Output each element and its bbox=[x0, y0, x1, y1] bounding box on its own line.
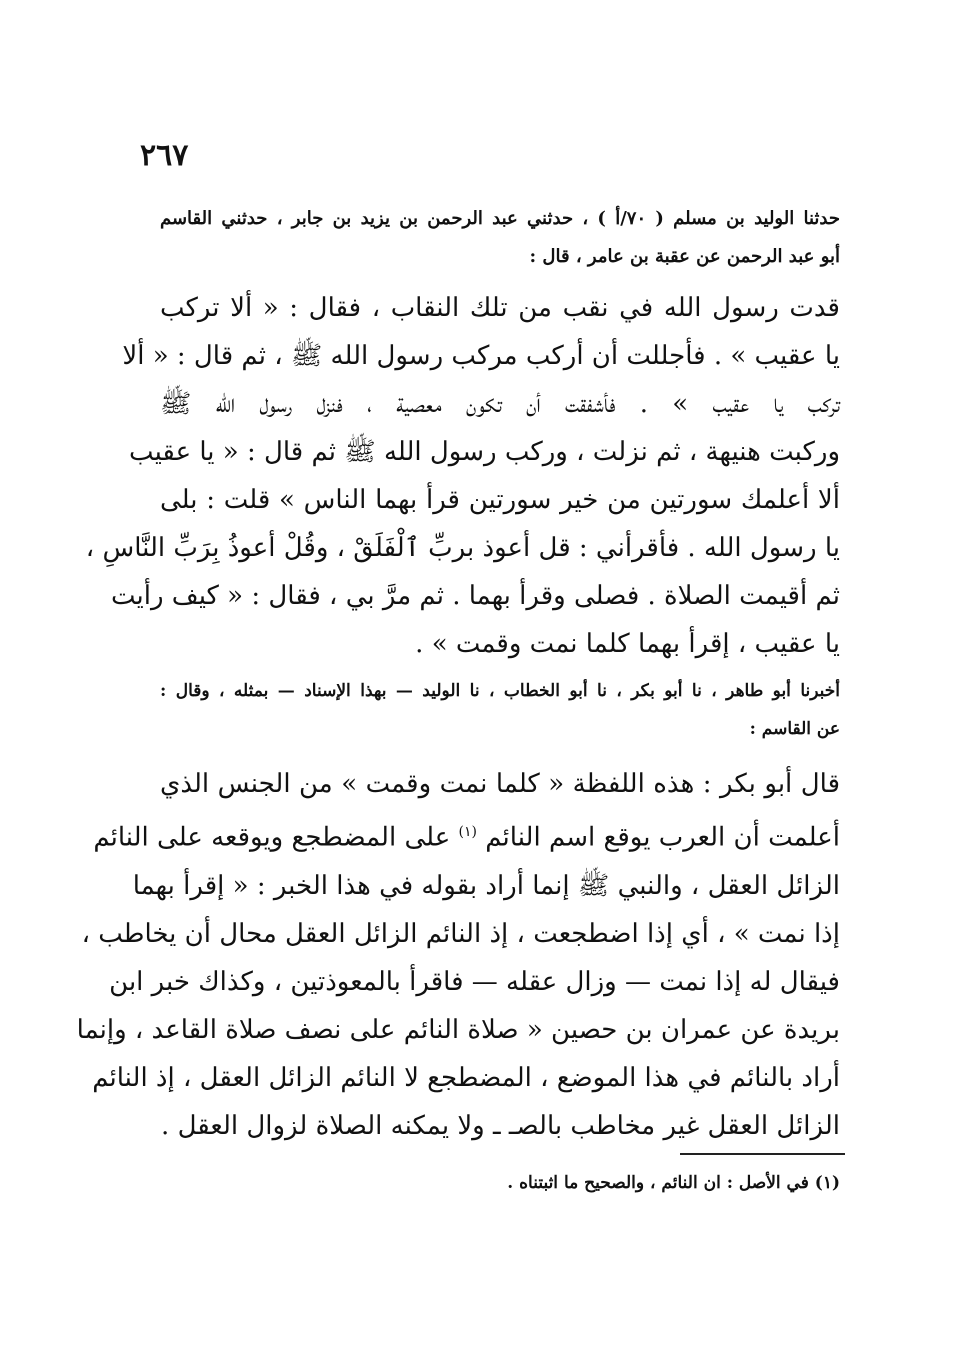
commentary-line: بريدة عن عمران بن حصين « صلاة النائم على نصف صلاة القاعد ، وإنما bbox=[76, 1014, 840, 1045]
hadith-line: يا رسول الله . فأقرأني : قل أعوذ بربِّ ٱلْفَلَقْ ، وقُلْ أعوذُ بِرَبِّ النَّاسِ ، bbox=[85, 533, 840, 563]
commentary-line: قال أبو بكر : هذه اللفظة « كلما نمت وقمت » من الجنس الذي bbox=[160, 769, 840, 799]
commentary-line: إذا نمت » ، أي إذا اضطجعت ، إذ النائم الزائل العقل محال أن يخاطب ، bbox=[81, 918, 840, 949]
commentary-segment: على المضطجع ويوقعه على النائم bbox=[93, 822, 451, 853]
commentary-line: الزائل العقل ، والنبي ﷺ إنما أراد بقوله في هذا الخبر : « إقرأ بهما bbox=[132, 870, 840, 901]
isnad-line: أبو عبد الرحمن عن عقبة بن عامر ، قال : bbox=[529, 246, 840, 267]
hadith-line: ألا أعلمك سورتين من خير سورتين قرأ بهما الناس » قلت : بلى bbox=[160, 485, 840, 515]
commentary-line: فيقال له إذا نمت — وزال عقله — فاقرأ بالمعوذتين ، وكذاك خبر ابن bbox=[109, 966, 840, 997]
commentary-line: الزائل العقل غير مخاطب بالصـ ـ ولا يمكنه الصلاة لزوال العقل . bbox=[161, 1110, 840, 1141]
footnote: (١) في الأصل : ان النائم ، والصحيح ما اثبتناه . bbox=[507, 1173, 840, 1193]
hadith-line: وركبت هنيهة ، ثم نزلت ، وركب رسول الله ﷺ ثم قال : « يا عقيب bbox=[129, 437, 840, 467]
commentary-text bbox=[76, 760, 840, 1150]
page-number: ٢٦٧ bbox=[140, 138, 189, 173]
footnote-separator bbox=[680, 1153, 845, 1155]
footnote-marker: (١) bbox=[458, 824, 477, 840]
commentary-segment: أعلمت أن العرب يوقع اسم النائم bbox=[485, 822, 840, 853]
isnad-line: حدثنا الوليد بن مسلم ( ٧٠/أ ) ، حدثني عبد الرحمن بن يزيد بن جابر ، حدثني القاسم bbox=[160, 208, 840, 229]
hadith-line: يا عقيب » . فأجللت أن أركب مركب رسول الله ﷺ ، ثم قال : « ألا bbox=[122, 341, 840, 371]
commentary-line bbox=[93, 808, 840, 862]
hadith-line: ثم أقيمت الصلاة . فصلى وقرأ بهما . ثم مرَّ بي ، فقال : « كيف رأيت bbox=[110, 581, 840, 611]
note-line: أخبرنا أبو طاهر ، نا أبو بكر ، نا أبو الخطاب ، نا الوليد — بهذا الإسناد — بمثله ، وقال : bbox=[160, 681, 840, 701]
alternate-chain-note bbox=[160, 672, 840, 748]
isnad-chain bbox=[160, 200, 840, 276]
hadith-line: يا عقيب ، إقرأ بهما كلما نمت وقمت » . bbox=[415, 629, 840, 659]
note-line: عن القاسم : bbox=[749, 719, 840, 739]
hadith-text bbox=[85, 284, 840, 668]
commentary-line: أراد بالنائم في هذا الموضع ، المضطجع لا النائم الزائل العقل ، إذ النائم bbox=[92, 1062, 840, 1093]
hadith-line: تركب يا عقيب » . فأشفقت أن تكون معصية ، فنزل رسول الله ﷺ bbox=[160, 389, 840, 419]
hadith-line: قدت رسول الله في نقب من تلك النقاب ، فقال : « ألا تركب bbox=[160, 293, 840, 323]
